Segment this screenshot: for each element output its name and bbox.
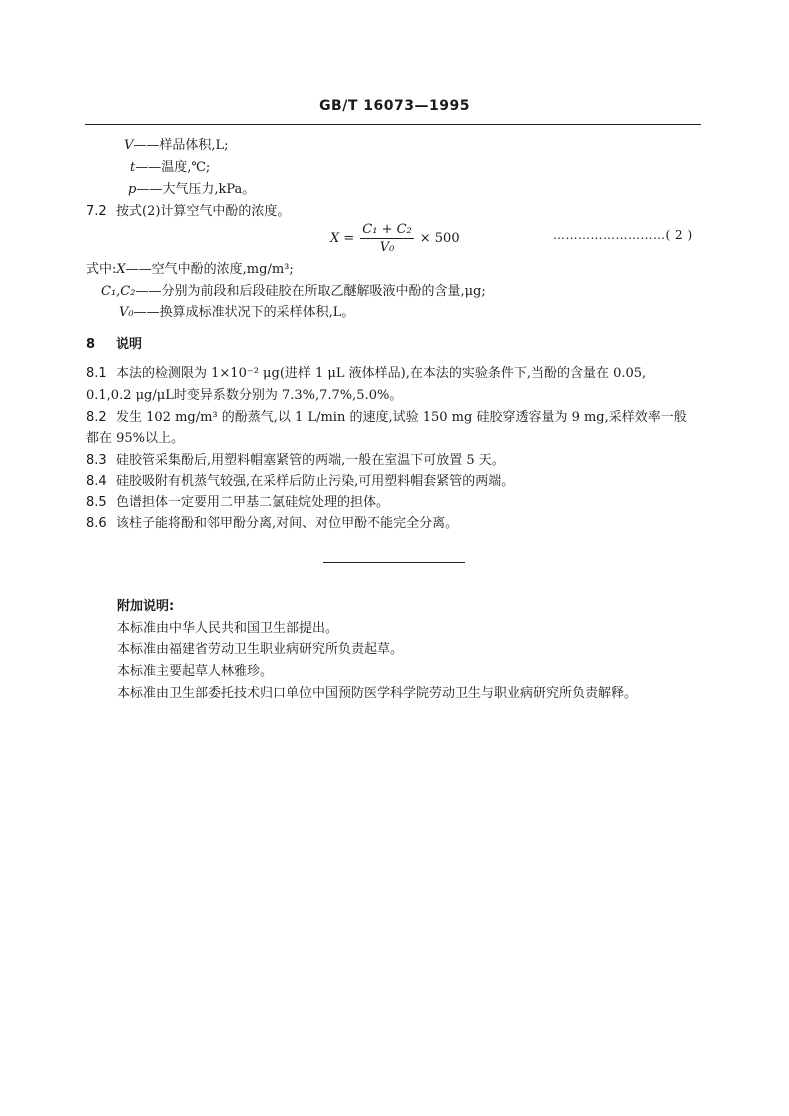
formula-rhs: × 500 <box>419 231 460 246</box>
clause-8-3 <box>86 453 505 469</box>
clause-8-1-continued <box>86 388 402 404</box>
clause-text: 该柱子能将酚和邻甲酚分离,对间、对位甲酚不能完全分离。 <box>116 516 459 531</box>
clause-number: 8.3 <box>86 453 107 468</box>
formula-2 <box>330 222 460 255</box>
where-x <box>86 262 294 278</box>
var-dash: —— <box>125 262 152 277</box>
clause-8-4 <box>86 474 514 490</box>
var-definition-p <box>128 182 255 198</box>
var-dash: —— <box>133 305 160 320</box>
clause-text: 硅胶吸附有机蒸气较强,在采样后防止污染,可用塑料帽套紧管的两端。 <box>116 474 515 489</box>
var-dash: —— <box>133 138 160 153</box>
var-dash: —— <box>136 182 163 197</box>
var-dash: —— <box>135 160 162 175</box>
var-symbol: V₀ <box>119 305 134 320</box>
section-8-heading <box>86 337 142 353</box>
appendix-line: 本标准由福建省劳动卫生职业病研究所负责起草。 <box>117 642 404 657</box>
var-definition-v <box>124 138 229 154</box>
var-text: 换算成标准状况下的采样体积,L。 <box>159 305 355 320</box>
var-definition-t <box>130 160 210 176</box>
clause-text: 0.1,0.2 μg/μL时变异系数分别为 7.3%,7.7%,5.0%。 <box>86 388 403 403</box>
var-text: 空气中酚的浓度,mg/m³; <box>151 262 294 277</box>
var-symbol: C₁,C₂ <box>101 284 136 299</box>
formula-leader: ……………………… <box>553 228 666 242</box>
standard-number-header: GB/T 16073—1995 <box>319 98 470 114</box>
where-prefix: 式中: <box>86 262 117 277</box>
var-text: 分别为前段和后段硅胶在所取乙醚解吸液中酚的含量,μg; <box>161 284 486 299</box>
section-number: 8 <box>86 337 96 352</box>
var-symbol: t <box>130 160 136 175</box>
clause-text: 发生 102 mg/m³ 的酚蒸气,以 1 L/min 的速度,试验 150 mg 硅胶穿透容量为 9 mg,采样效率一般 <box>116 410 687 425</box>
where-c <box>101 284 486 300</box>
clause-8-2-continued <box>86 431 184 447</box>
end-rule <box>323 562 465 563</box>
appendix-line: 本标准由中华人民共和国卫生部提出。 <box>117 621 339 636</box>
formula-equation-number: ( 2 ) <box>665 228 693 242</box>
formula-lhs: X = <box>330 231 355 246</box>
appendix-line: 本标准主要起草人林雅珍。 <box>117 664 274 679</box>
section-title: 说明 <box>116 337 143 352</box>
formula-leader-and-number <box>553 228 693 242</box>
var-text: 温度,℃; <box>161 160 211 175</box>
clause-number: 8.6 <box>86 516 107 531</box>
clause-8-6 <box>86 516 458 532</box>
header-rule <box>85 124 701 125</box>
var-text: 大气压力,kPa。 <box>162 182 256 197</box>
clause-text: 按式(2)计算空气中酚的浓度。 <box>116 204 291 219</box>
clause-8-5 <box>86 495 389 511</box>
formula-fraction <box>360 222 413 255</box>
clause-number: 7.2 <box>86 204 107 219</box>
formula-denominator: V₀ <box>379 240 395 255</box>
appendix-line: 本标准由卫生部委托技术归口单位中国预防医学科学院劳动卫生与职业病研究所负责解释。 <box>117 686 638 701</box>
clause-number: 8.1 <box>86 366 107 381</box>
var-symbol: X <box>116 262 126 277</box>
var-symbol: V <box>124 138 134 153</box>
clause-8-1 <box>86 366 646 382</box>
var-text: 样品体积,L; <box>159 138 229 153</box>
clause-7-2 <box>86 204 290 220</box>
clause-text: 都在 95%以上。 <box>86 431 185 446</box>
appendix-title: 附加说明: <box>117 599 175 614</box>
formula-numerator: C₁ + C₂ <box>362 222 412 237</box>
var-dash: —— <box>135 284 162 299</box>
where-v0 <box>119 305 354 321</box>
clause-text: 本法的检测限为 1×10⁻² μg(进样 1 μL 液体样品),在本法的实验条件下,当酚的含量在 0.05, <box>116 366 647 381</box>
clause-number: 8.4 <box>86 474 107 489</box>
clause-8-2 <box>86 410 687 426</box>
clause-text: 硅胶管采集酚后,用塑料帽塞紧管的两端,一般在室温下可放置 5 天。 <box>116 453 505 468</box>
clause-number: 8.5 <box>86 495 107 510</box>
clause-text: 色谱担体一定要用二甲基二氯硅烷处理的担体。 <box>116 495 390 510</box>
clause-number: 8.2 <box>86 410 107 425</box>
var-symbol: p <box>128 182 137 197</box>
